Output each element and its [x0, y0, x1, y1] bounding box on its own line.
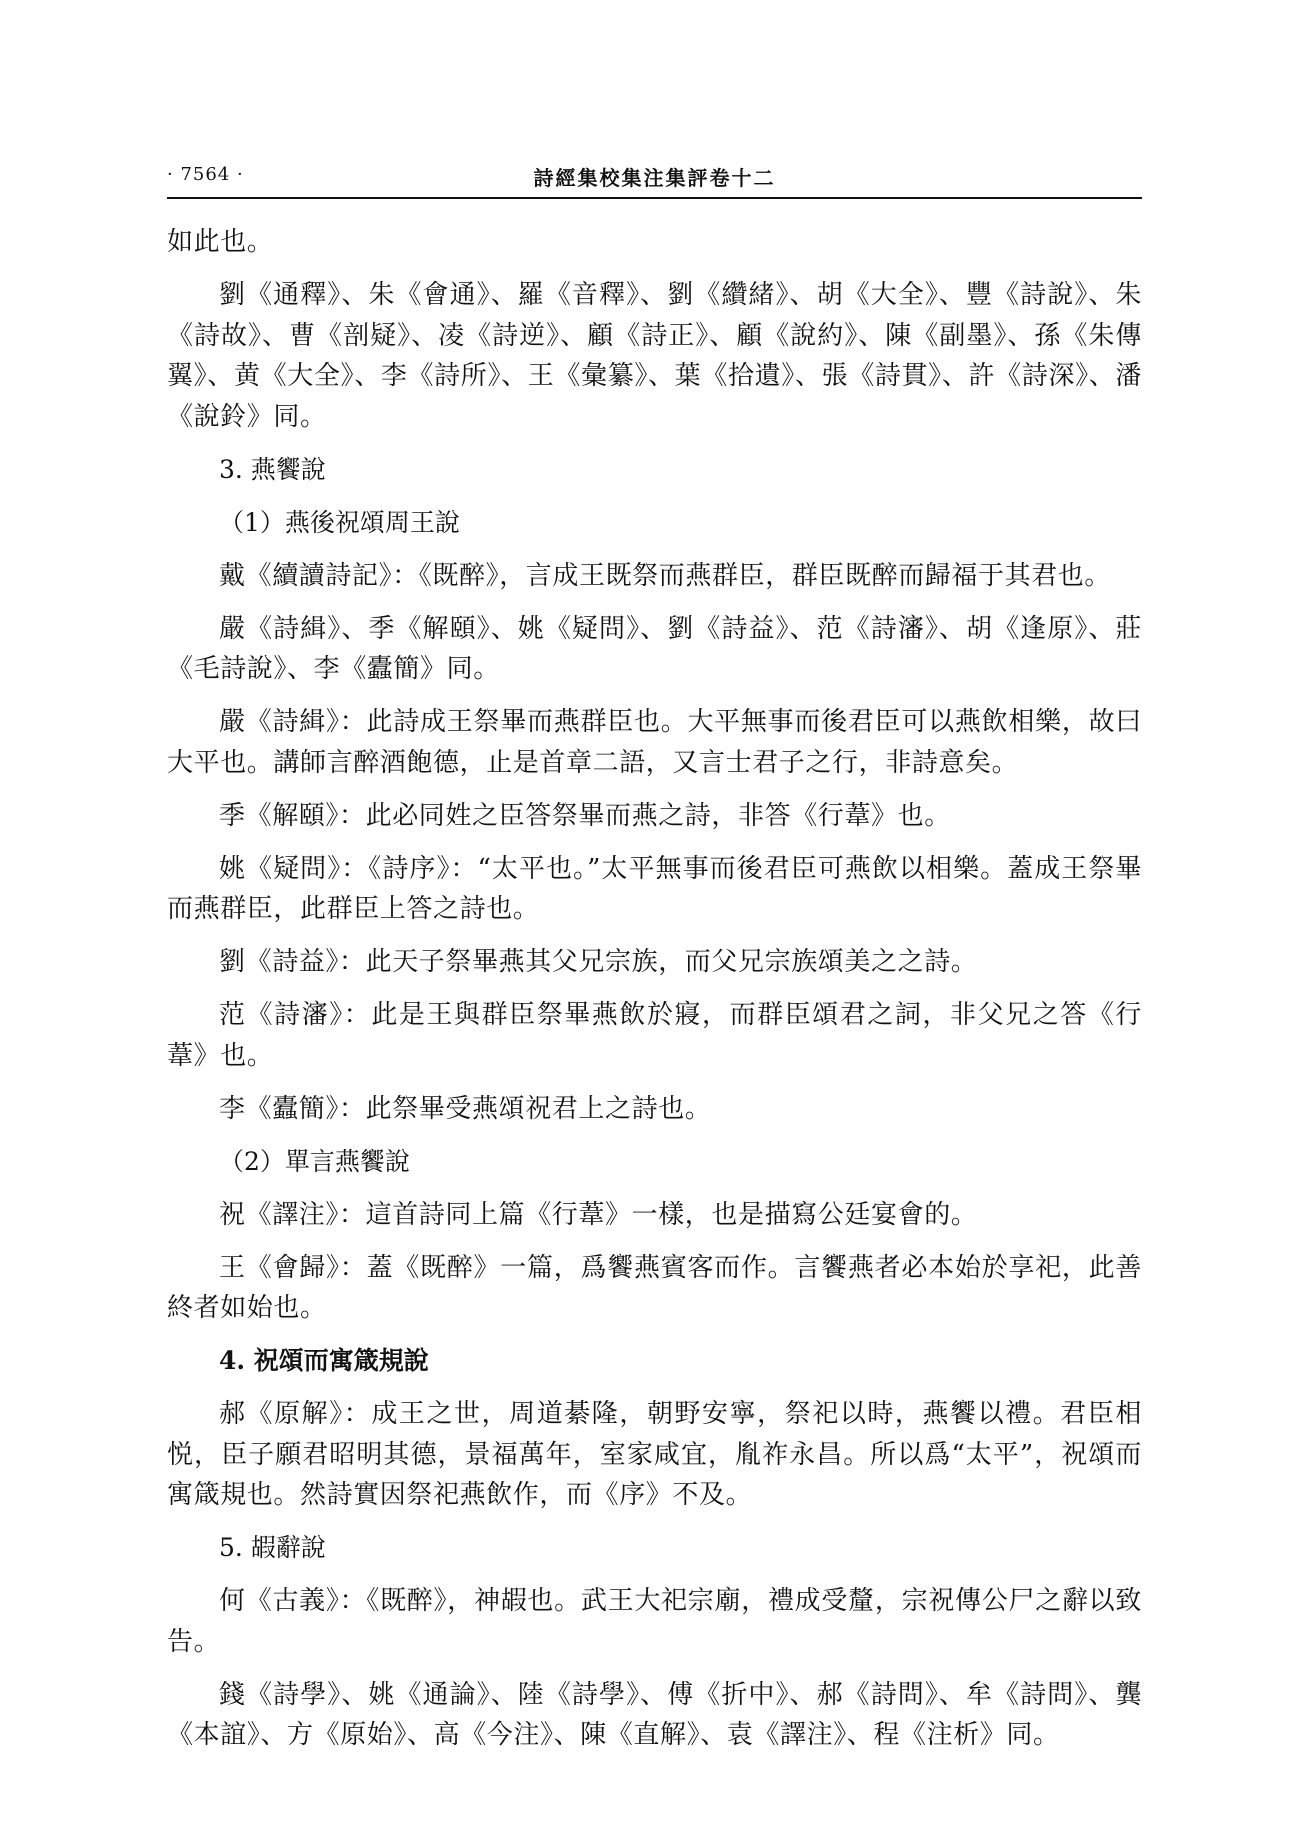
paragraph: 郝《原解》：成王之世，周道綦隆，朝野安寧，祭祀以時，燕饗以禮。君臣相悦，臣子願君昭明其德，景福萬年，室家咸宜，胤祚永昌。所以爲“太平”，祝頌而寓箴規也。然詩實因祭祀燕飲作，而《序》不及。 [167, 1399, 1142, 1510]
paragraph: 姚《疑問》：《詩序》：“太平也。”太平無事而後君臣可燕飲以相樂。蓋成王祭畢而燕群臣，此群臣上答之詩也。 [167, 853, 1142, 924]
paragraph: 季《解頤》：此必同姓之臣答祭畢而燕之詩，非答《行葦》也。 [219, 800, 951, 831]
paragraph: 錢《詩學》、姚《通論》、陸《詩學》、傅《折中》、郝《詩問》、牟《詩問》、龔《本誼》、方《原始》、高《今注》、陳《直解》、袁《譯注》、程《注析》同。 [167, 1679, 1142, 1750]
paragraph: 范《詩瀋》：此是王與群臣祭畢燕飲於寢，而群臣頌君之詞，非父兄之答《行葦》也。 [167, 1000, 1142, 1071]
paragraph: 劉《通釋》、朱《會通》、羅《音釋》、劉《纘緒》、胡《大全》、豐《詩說》、朱《詩故》、曹《剖疑》、凌《詩逆》、顧《詩正》、顧《說約》、陳《副墨》、孫《朱傳翼》、黄《大全》、李《詩所》、王《彙纂》、葉《拾遺》、張《詩貫》、許《詩深》、潘《說鈴》同。 [167, 280, 1142, 432]
paragraph: 李《蠹簡》：此祭畢受燕頌祝君上之詩也。 [219, 1093, 712, 1124]
paragraph: 如此也。 [167, 227, 274, 257]
paragraph: 嚴《詩緝》：此詩成王祭畢而燕群臣也。大平無事而後君臣可以燕飲相樂，故曰大平也。講師言醉酒飽德，止是首章二語，又言士君子之行，非詩意矣。 [167, 707, 1142, 778]
header-rule [167, 197, 1142, 199]
subsection-heading: （2）單言燕饗說 [219, 1146, 410, 1176]
section-heading: 4. 祝頌而寓箴規說 [219, 1346, 429, 1375]
paragraph: 王《會歸》：蓋《既醉》一篇，爲饗燕賓客而作。言饗燕者必本始於享祀，此善終者如始也。 [167, 1252, 1142, 1323]
paragraph: 嚴《詩緝》、季《解頤》、姚《疑問》、劉《詩益》、范《詩瀋》、胡《逢原》、莊《毛詩說》、李《蠹簡》同。 [167, 613, 1142, 684]
section-heading: 3. 燕饗說 [219, 454, 326, 484]
page-header [167, 160, 1142, 194]
running-title: 詩經集校集注集評卷十二 [533, 166, 776, 190]
section-heading: 5. 嘏辭說 [219, 1533, 326, 1562]
paragraph: 戴《續讀詩記》：《既醉》，言成王既祭而燕群臣，群臣既醉而歸福于其君也。 [219, 560, 1112, 591]
page-body [167, 222, 1142, 1768]
paragraph: 祝《譯注》：這首詩同上篇《行葦》一樣，也是描寫公廷宴會的。 [219, 1199, 978, 1230]
paragraph: 何《古義》：《既醉》，神嘏也。武王大祀宗廟，禮成受釐，宗祝傳公尸之辭以致告。 [167, 1586, 1142, 1657]
paragraph: 劉《詩益》：此天子祭畢燕其父兄宗族，而父兄宗族頌美之之詩。 [219, 947, 978, 977]
subsection-heading: （1）燕後祝頌周王說 [219, 507, 460, 537]
page-number: · 7564 · [167, 164, 244, 185]
